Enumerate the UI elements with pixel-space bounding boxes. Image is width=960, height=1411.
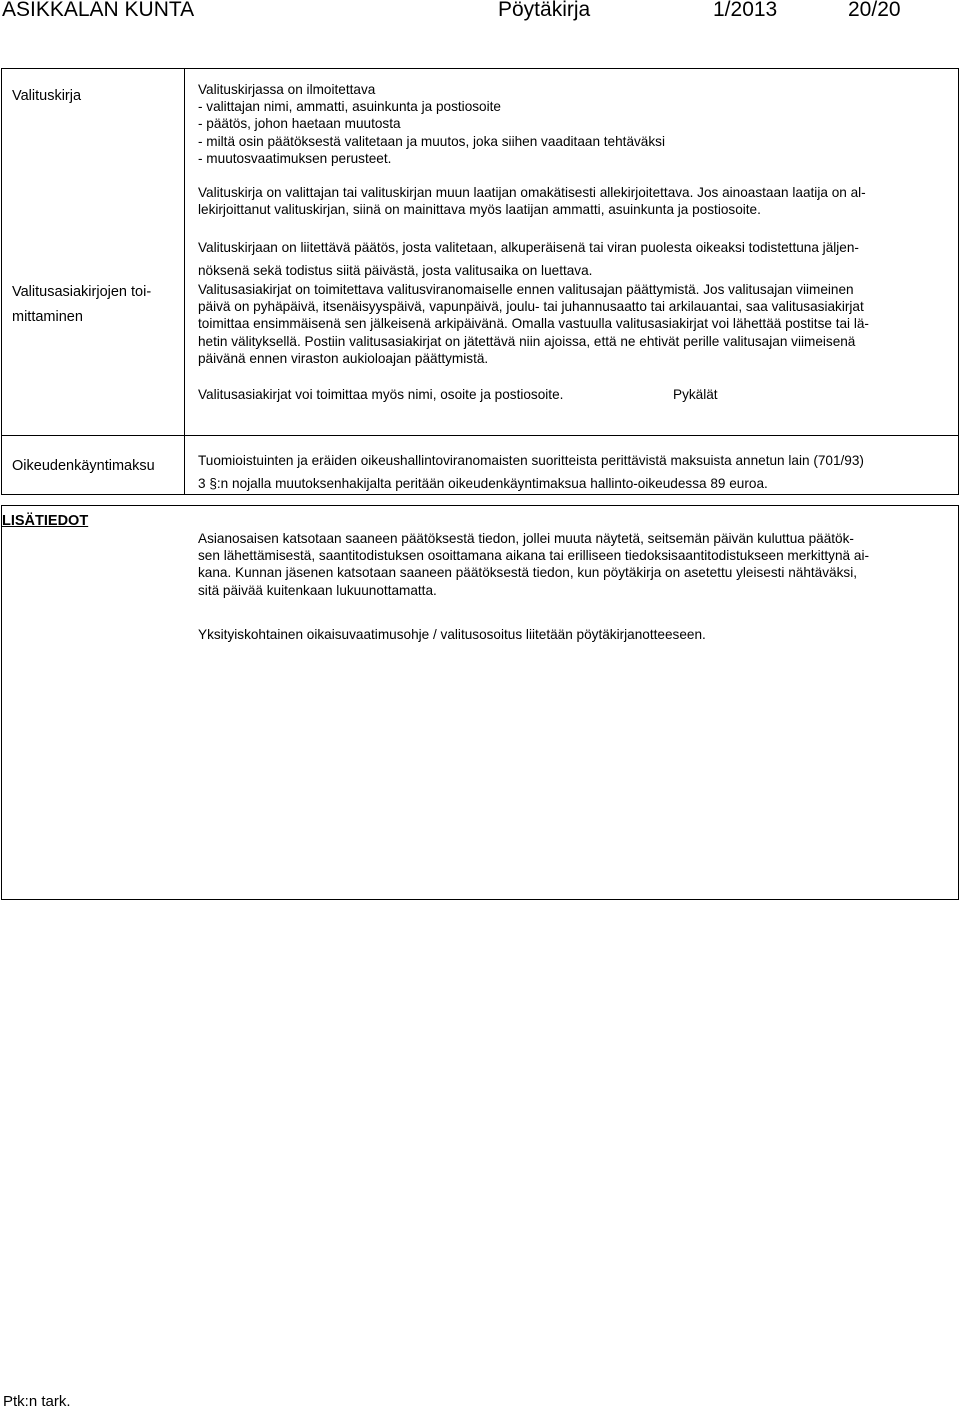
valituskirja-text xyxy=(198,81,958,167)
text-line: sen lähettämisestä, saantitodistuksen osoittamana aikana tai erilliseen tiedoksisaantitodistukseen merkittynä ai- xyxy=(198,548,869,564)
text-line: - valittajan nimi, ammatti, asuinkunta ja postiosoite xyxy=(198,99,501,115)
page-header xyxy=(0,0,960,24)
toimittaminen-address-text xyxy=(198,386,563,403)
text-line: Valitusasiakirjat voi toimittaa myös nimi, osoite ja postiosoite. xyxy=(198,387,564,402)
text-line: Valitusasiakirjat on toimitettava valitusviranomaiselle ennen valitusajan päättymistä. Jos valitusajan viimeinen xyxy=(198,282,854,297)
text-line: lekirjoittanut valituskirjan, siinä on mainittava myös laatijan ammatti, asuinkunta ja postiosoite. xyxy=(198,202,761,218)
column-divider xyxy=(184,68,185,436)
lisatiedot-note: Yksityiskohtainen oikaisuvaatimusohje / valitusosoitus liitetään pöytäkirjanotteeseen. xyxy=(198,627,706,642)
text-line: - päätös, johon haetaan muutosta xyxy=(198,116,401,132)
toimittaminen-text xyxy=(198,281,958,367)
label-oikeudenkayntimaksu: Oikeudenkäyntimaksu xyxy=(12,458,155,474)
text-line: Tuomioistuinten ja eräiden oikeushallintoviranomaisten suoritteista perittävistä maksuista annetun lain (701/93) xyxy=(198,453,864,468)
column-divider xyxy=(184,435,185,495)
text-line: sitä päivää kuitenkaan lukuunottamatta. xyxy=(198,582,437,598)
label-line: mittaminen xyxy=(12,309,83,325)
text-line: Asianosaisen katsotaan saaneen päätöksestä tiedon, jollei muuta näytetä, seitsemän päivän kuluttua päätök- xyxy=(198,531,854,546)
valituskirja-attachment-text xyxy=(198,236,958,282)
text-line: hetin välityksellä. Postiin valitusasiakirjat on jätettävä niin ajoissa, että ne ehtivät perille valitusajan viimeisenä xyxy=(198,333,856,349)
text-line: toimittaa ensimmäisenä sen jälkeisenä arkipäivänä. Omalla vastuulla valitusasiakirjat voi lähettää postitse tai lä- xyxy=(198,316,869,332)
pykalat-label: Pykälät xyxy=(673,387,718,402)
municipality-name: ASIKKALAN KUNTA xyxy=(2,0,195,21)
lisatiedot-text xyxy=(198,530,958,599)
document-number: 1/2013 xyxy=(713,0,778,21)
text-line: Valituskirjaan on liitettävä päätös, josta valitetaan, alkuperäisenä tai viran puolesta oikeaksi todistettuna jäljen- xyxy=(198,240,859,255)
text-line: päivä on pyhäpäivä, itsenäisyyspäivä, vapunpäivä, joulu- tai juhannusaatto tai arkilauantai, saa valitusasiakirjat xyxy=(198,299,864,315)
label-line: Valitusasiakirjojen toi- xyxy=(12,284,152,300)
text-line: - miltä osin päätöksestä valitetaan ja muutos, joka siihen vaaditaan tehtäväksi xyxy=(198,133,665,149)
label-valituskirja: Valituskirja xyxy=(12,88,82,104)
valituskirja-signing-text xyxy=(198,184,958,218)
page-number: 20/20 xyxy=(848,0,901,21)
text-line: päivänä ennen viraston aukioloajan päättymistä. xyxy=(198,350,489,366)
text-line: kana. Kunnan jäsenen katsotaan saaneen päätöksestä tiedon, kun pöytäkirja on asetettu yleisesti nähtäväksi, xyxy=(198,565,857,581)
text-line: 3 §:n nojalla muutoksenhakijalta peritään oikeudenkäyntimaksua hallinto-oikeudessa 89 euroa. xyxy=(198,476,768,491)
maksu-text xyxy=(198,449,958,495)
document-type: Pöytäkirja xyxy=(498,0,591,21)
lisatiedot-heading: LISÄTIEDOT xyxy=(2,513,89,529)
text-line: nöksenä sekä todistus siitä päivästä, josta valitusaika on luettava. xyxy=(198,263,593,278)
text-line: - muutosvaatimuksen perusteet. xyxy=(198,150,392,166)
text-line: Valituskirja on valittajan tai valituskirjan muun laatijan omakätisesti allekirjoitettava. Jos ainoastaan laatija on al- xyxy=(198,185,866,200)
label-toimittaminen xyxy=(12,280,151,330)
text-line: Valituskirjassa on ilmoitettava xyxy=(198,82,376,97)
footer-signature-label: Ptk:n tark. xyxy=(3,1393,71,1410)
